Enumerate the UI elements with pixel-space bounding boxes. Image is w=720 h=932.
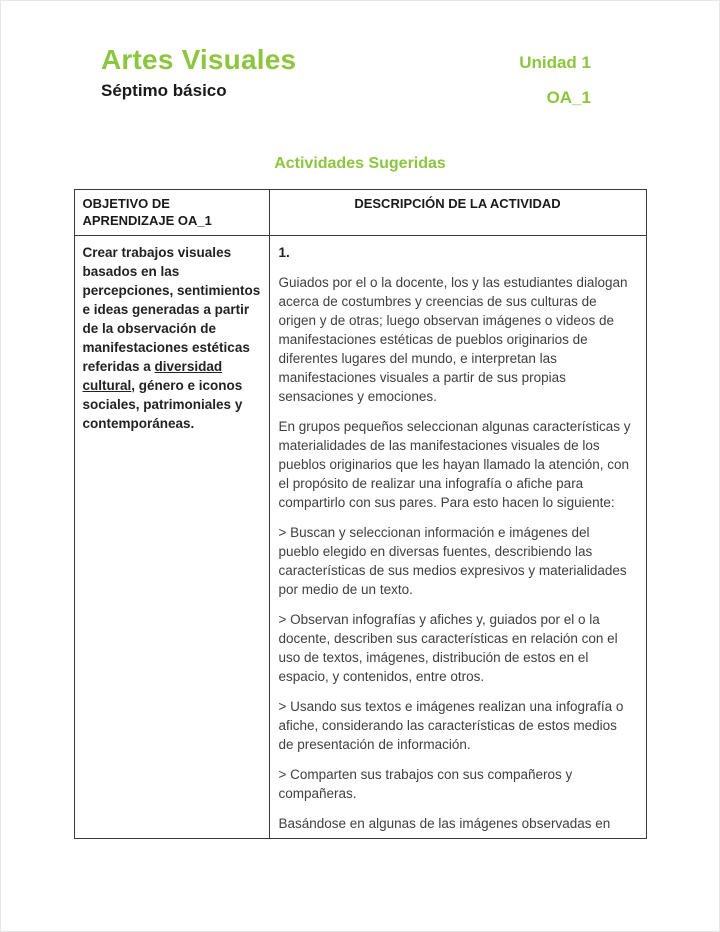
grade-level: Séptimo básico — [101, 81, 227, 100]
activity-paragraph: En grupos pequeños seleccionan algunas características y materialidades de las manifestaciones visuales de los pueblos originarios que les hayan llamado la atención, con el propósito de realizar una infografía o afiche para compartirlo con sus pares. Para esto hacen lo siguiente: — [278, 419, 631, 510]
oa-label: OA_1 — [546, 88, 591, 107]
activity-paragraph: > Usando sus textos e imágenes realizan una infografía o afiche, considerando las características de estos medios de presentación de información. — [278, 699, 624, 752]
objective-column-header: OBJETIVO DE APRENDIZAJE OA_1 — [75, 190, 270, 235]
learning-objective-cell — [75, 236, 270, 838]
activity-number: 1. — [278, 245, 290, 260]
header-right — [519, 45, 591, 108]
table-header-row — [75, 190, 646, 236]
activity-paragraph: Guiados por el o la docente, los y las estudiantes dialogan acerca de costumbres y creencias de sus culturas de origen y de otras; luego observan imágenes o videos de manifestaciones estéticas de pueblos originarios de diferentes lugares del mundo, e interpretan las manifestaciones visuales a partir de sus propias sensaciones y emociones. — [278, 275, 628, 404]
activities-table — [74, 189, 647, 839]
activity-paragraph: > Comparten sus trabajos con sus compañeros y compañeras. — [278, 767, 573, 801]
objective-text-before: Crear trabajos visuales basados en las percepciones, sentimientos e ideas generadas a partir de la observación de manifestaciones estéticas referidas a — [82, 245, 261, 374]
unit-label: Unidad 1 — [519, 53, 591, 72]
header-left — [101, 45, 296, 108]
section-title: Actividades Sugeridas — [274, 155, 446, 172]
objective-underlined-text: diversidad cultural — [82, 359, 223, 393]
course-title: Artes Visuales — [101, 44, 297, 75]
activity-paragraph: Basándose en algunas de las imágenes observadas en — [278, 816, 611, 831]
description-column-header: DESCRIPCIÓN DE LA ACTIVIDAD — [354, 196, 561, 211]
objective-text-after: , género e iconos sociales, patrimoniales y contemporáneas. — [82, 378, 243, 431]
activity-description-cell — [270, 236, 646, 838]
table-body-row — [75, 236, 646, 838]
activity-paragraph: > Buscan y seleccionan información e imágenes del pueblo elegido en diversas fuentes, describiendo las características de sus medios expresivos y materialidades por medio de un texto. — [278, 525, 627, 597]
activity-paragraph: > Observan infografías y afiches y, guiados por el o la docente, describen sus características en relación con el uso de textos, imágenes, distribución de estos en el espacio, y contenidos, entre otros. — [278, 612, 618, 684]
document-header — [1, 1, 719, 108]
